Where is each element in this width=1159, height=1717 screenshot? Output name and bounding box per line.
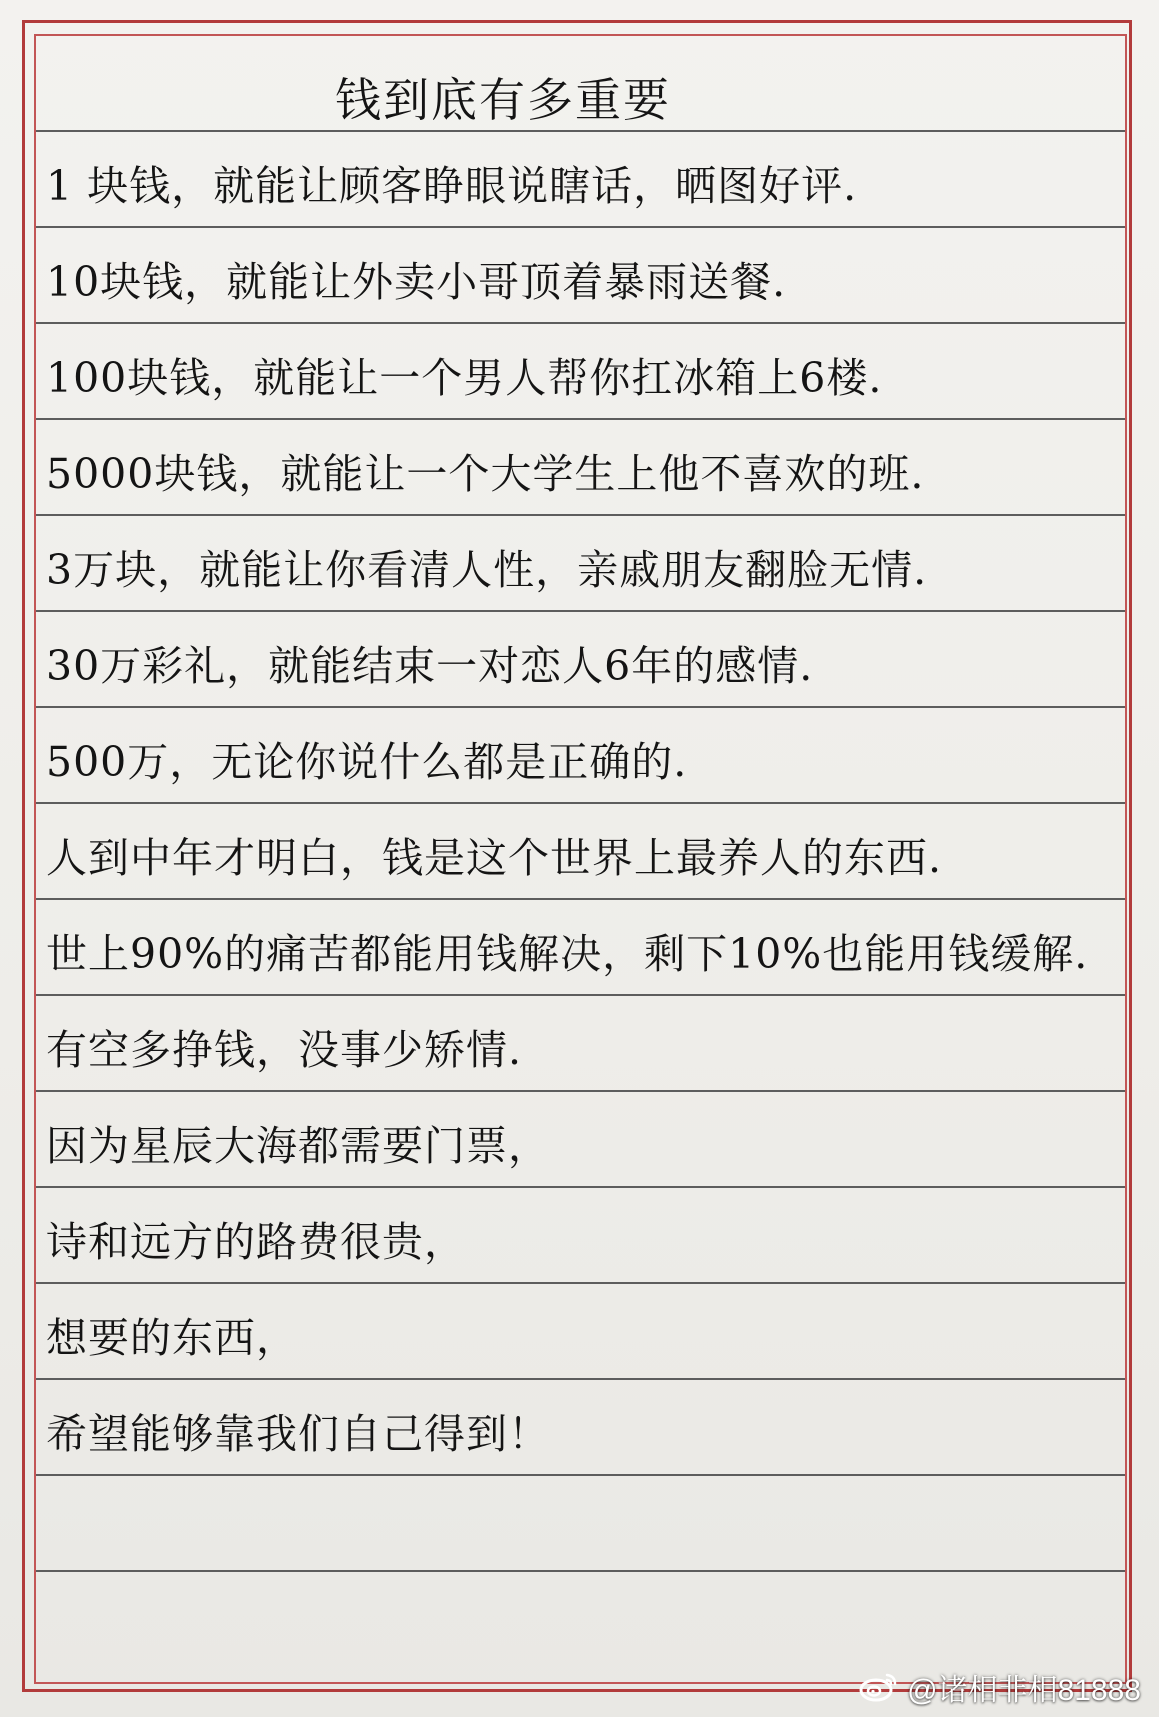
text-line-11: 因为星辰大海都需要门票，: [46, 1122, 550, 1170]
watermark-text: @诸相非相81888: [907, 1674, 1141, 1707]
text-line-4: 5000块钱，就能让一个大学生上他不喜欢的班.: [46, 450, 925, 498]
text-line-12: 诗和远方的路费很贵，: [46, 1218, 466, 1266]
ruled-line: [36, 898, 1125, 900]
ruled-line: [36, 322, 1125, 324]
ruled-line: [36, 994, 1125, 996]
ruled-line: [36, 1474, 1125, 1476]
text-line-9: 世上90%的痛苦都能用钱解决，剩下10%也能用钱缓解.: [46, 930, 1089, 978]
ruled-line: [36, 706, 1125, 708]
text-line-6: 30万彩礼，就能结束一对恋人6年的感情.: [46, 642, 814, 690]
ruled-line: [36, 1186, 1125, 1188]
text-line-13: 想要的东西，: [46, 1314, 298, 1362]
ruled-line: [36, 1090, 1125, 1092]
ruled-line: [36, 610, 1125, 612]
text-line-8: 人到中年才明白，钱是这个世界上最养人的东西.: [46, 834, 943, 882]
text-line-5: 3万块，就能让你看清人性，亲戚朋友翻脸无情.: [46, 546, 928, 594]
ruled-line: [36, 1378, 1125, 1380]
page-title: 钱到底有多重要: [335, 73, 671, 127]
ruled-line: [36, 802, 1125, 804]
ruled-line: [36, 514, 1125, 516]
text-line-7: 500万，无论你说什么都是正确的.: [46, 738, 688, 786]
ruled-line: [36, 1570, 1125, 1572]
text-line-14: 希望能够靠我们自己得到！: [46, 1410, 550, 1458]
ruled-line: [36, 418, 1125, 420]
weibo-icon: [859, 1671, 899, 1703]
text-line-1: 1 块钱，就能让顾客睁眼说瞎话，晒图好评.: [46, 162, 858, 210]
text-line-2: 10块钱，就能让外卖小哥顶着暴雨送餐.: [46, 258, 787, 306]
text-line-10: 有空多挣钱，没事少矫情.: [46, 1026, 523, 1074]
text-line-3: 100块钱，就能让一个男人帮你扛冰箱上6楼.: [46, 354, 883, 402]
ruled-line: [36, 226, 1125, 228]
watermark: [859, 1665, 1141, 1709]
ruled-line: [36, 1282, 1125, 1284]
